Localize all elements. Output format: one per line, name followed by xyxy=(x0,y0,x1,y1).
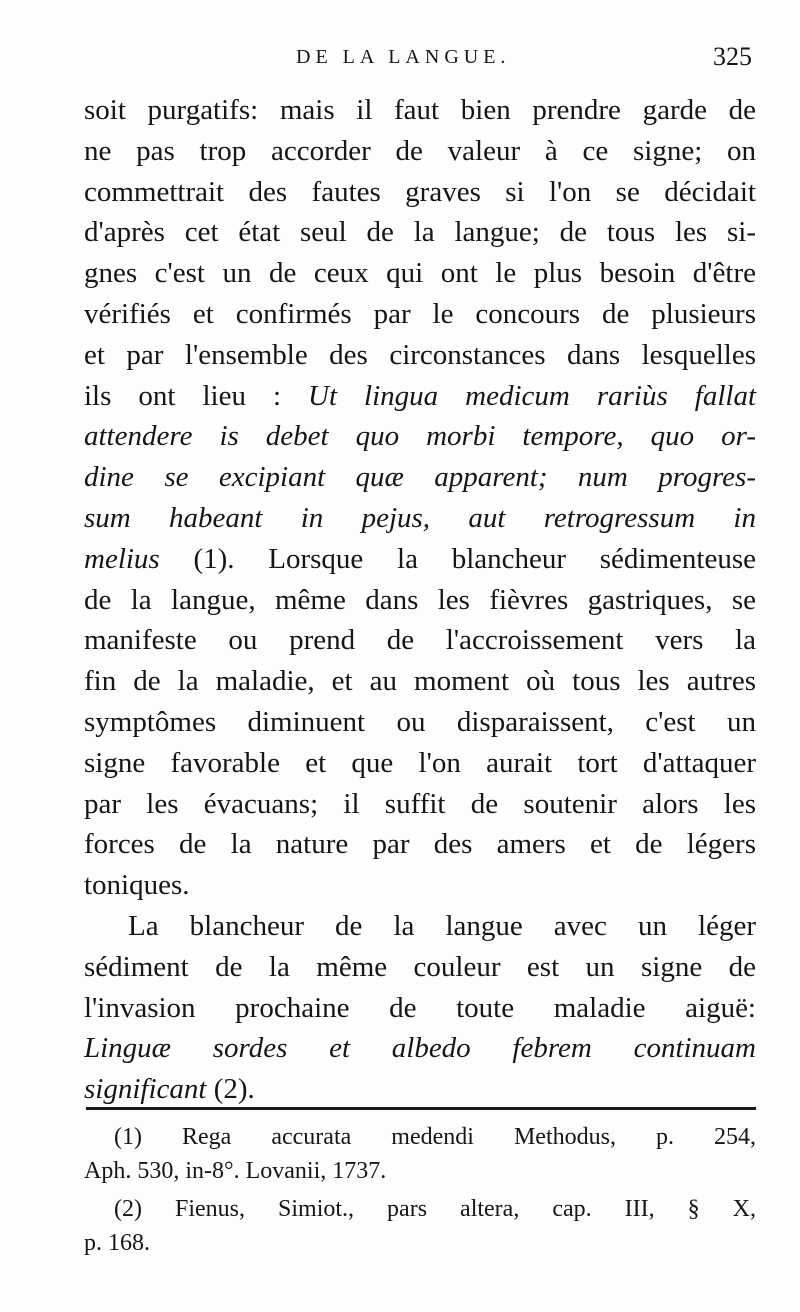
footnote-2: (2) Fienus, Simiot., pars altera, cap. III, § X, xyxy=(114,1196,756,1222)
page-number: 325 xyxy=(713,42,752,71)
footnote-1-continued: Aph. 530, in-8°. Lovanii, 1737. xyxy=(84,1158,387,1184)
text-line: de la langue, même dans les fièvres gastriques, se xyxy=(84,583,756,616)
text-line xyxy=(84,1028,756,1069)
text-line: vérifiés et confirmés par le concours de plusieurs xyxy=(84,297,756,330)
text-line: par les évacuans; il suffit de soutenir alors les xyxy=(84,787,756,820)
text-line: d'après cet état seul de la langue; de tous les si- xyxy=(84,216,756,249)
latin-quotation: significant xyxy=(84,1073,207,1106)
text-line: sédiment de la même couleur est un signe de xyxy=(84,950,756,983)
text-line: significant (2). xyxy=(84,1073,255,1106)
text-line: manifeste ou prend de l'accroissement vers la xyxy=(84,624,756,657)
text-line: et par l'ensemble des circonstances dans lesquelles xyxy=(84,338,756,371)
text-line: forces de la nature par des amers et de légers xyxy=(84,828,756,861)
footnote-1: (1) Rega accurata medendi Methodus, p. 254, xyxy=(114,1124,756,1150)
text-line xyxy=(84,498,756,539)
latin-quotation: attendere is debet quo morbi tempore, quo or- xyxy=(84,420,756,453)
footnote-rule xyxy=(86,1107,756,1110)
latin-quotation: dine se excipiant quæ apparent; num progres- xyxy=(84,461,756,494)
text-line: soit purgatifs: mais il faut bien prendre garde de xyxy=(84,94,756,126)
text-line xyxy=(84,457,756,498)
text-line: toniques. xyxy=(84,869,190,902)
running-title: DE LA LANGUE. xyxy=(296,46,511,68)
text-line xyxy=(84,416,756,457)
footnote-2-continued: p. 168. xyxy=(84,1230,150,1256)
text-line: commettrait des fautes graves si l'on se décidait xyxy=(84,175,756,208)
text-line: gnes c'est un de ceux qui ont le plus besoin d'être xyxy=(84,257,756,290)
text-line: signe favorable et que l'on aurait tort d'attaquer xyxy=(84,746,756,779)
main-text xyxy=(84,90,756,1110)
text-line: fin de la maladie, et au moment où tous les autres xyxy=(84,665,756,698)
text-line: symptômes diminuent ou disparaissent, c'est un xyxy=(84,705,756,738)
page-header xyxy=(84,42,752,82)
latin-quotation: sum habeant in pejus, aut retrogressum in xyxy=(84,501,756,534)
footnotes xyxy=(84,1120,756,1260)
text-line: La blancheur de la langue avec un léger xyxy=(128,909,756,942)
text-line: melius (1). Lorsque la blancheur sédimenteuse xyxy=(84,542,756,575)
text-line: ils ont lieu : Ut lingua medicum rariùs fallat xyxy=(84,379,756,412)
latin-quotation: melius xyxy=(84,542,160,575)
latin-quotation: Ut lingua medicum rariùs fallat xyxy=(308,379,756,412)
text-line: ne pas trop accorder de valeur à ce signe; on xyxy=(84,134,756,167)
text-line: l'invasion prochaine de toute maladie aiguë: xyxy=(84,991,756,1024)
latin-quotation: Linguæ sordes et albedo febrem continuam xyxy=(84,1032,756,1065)
